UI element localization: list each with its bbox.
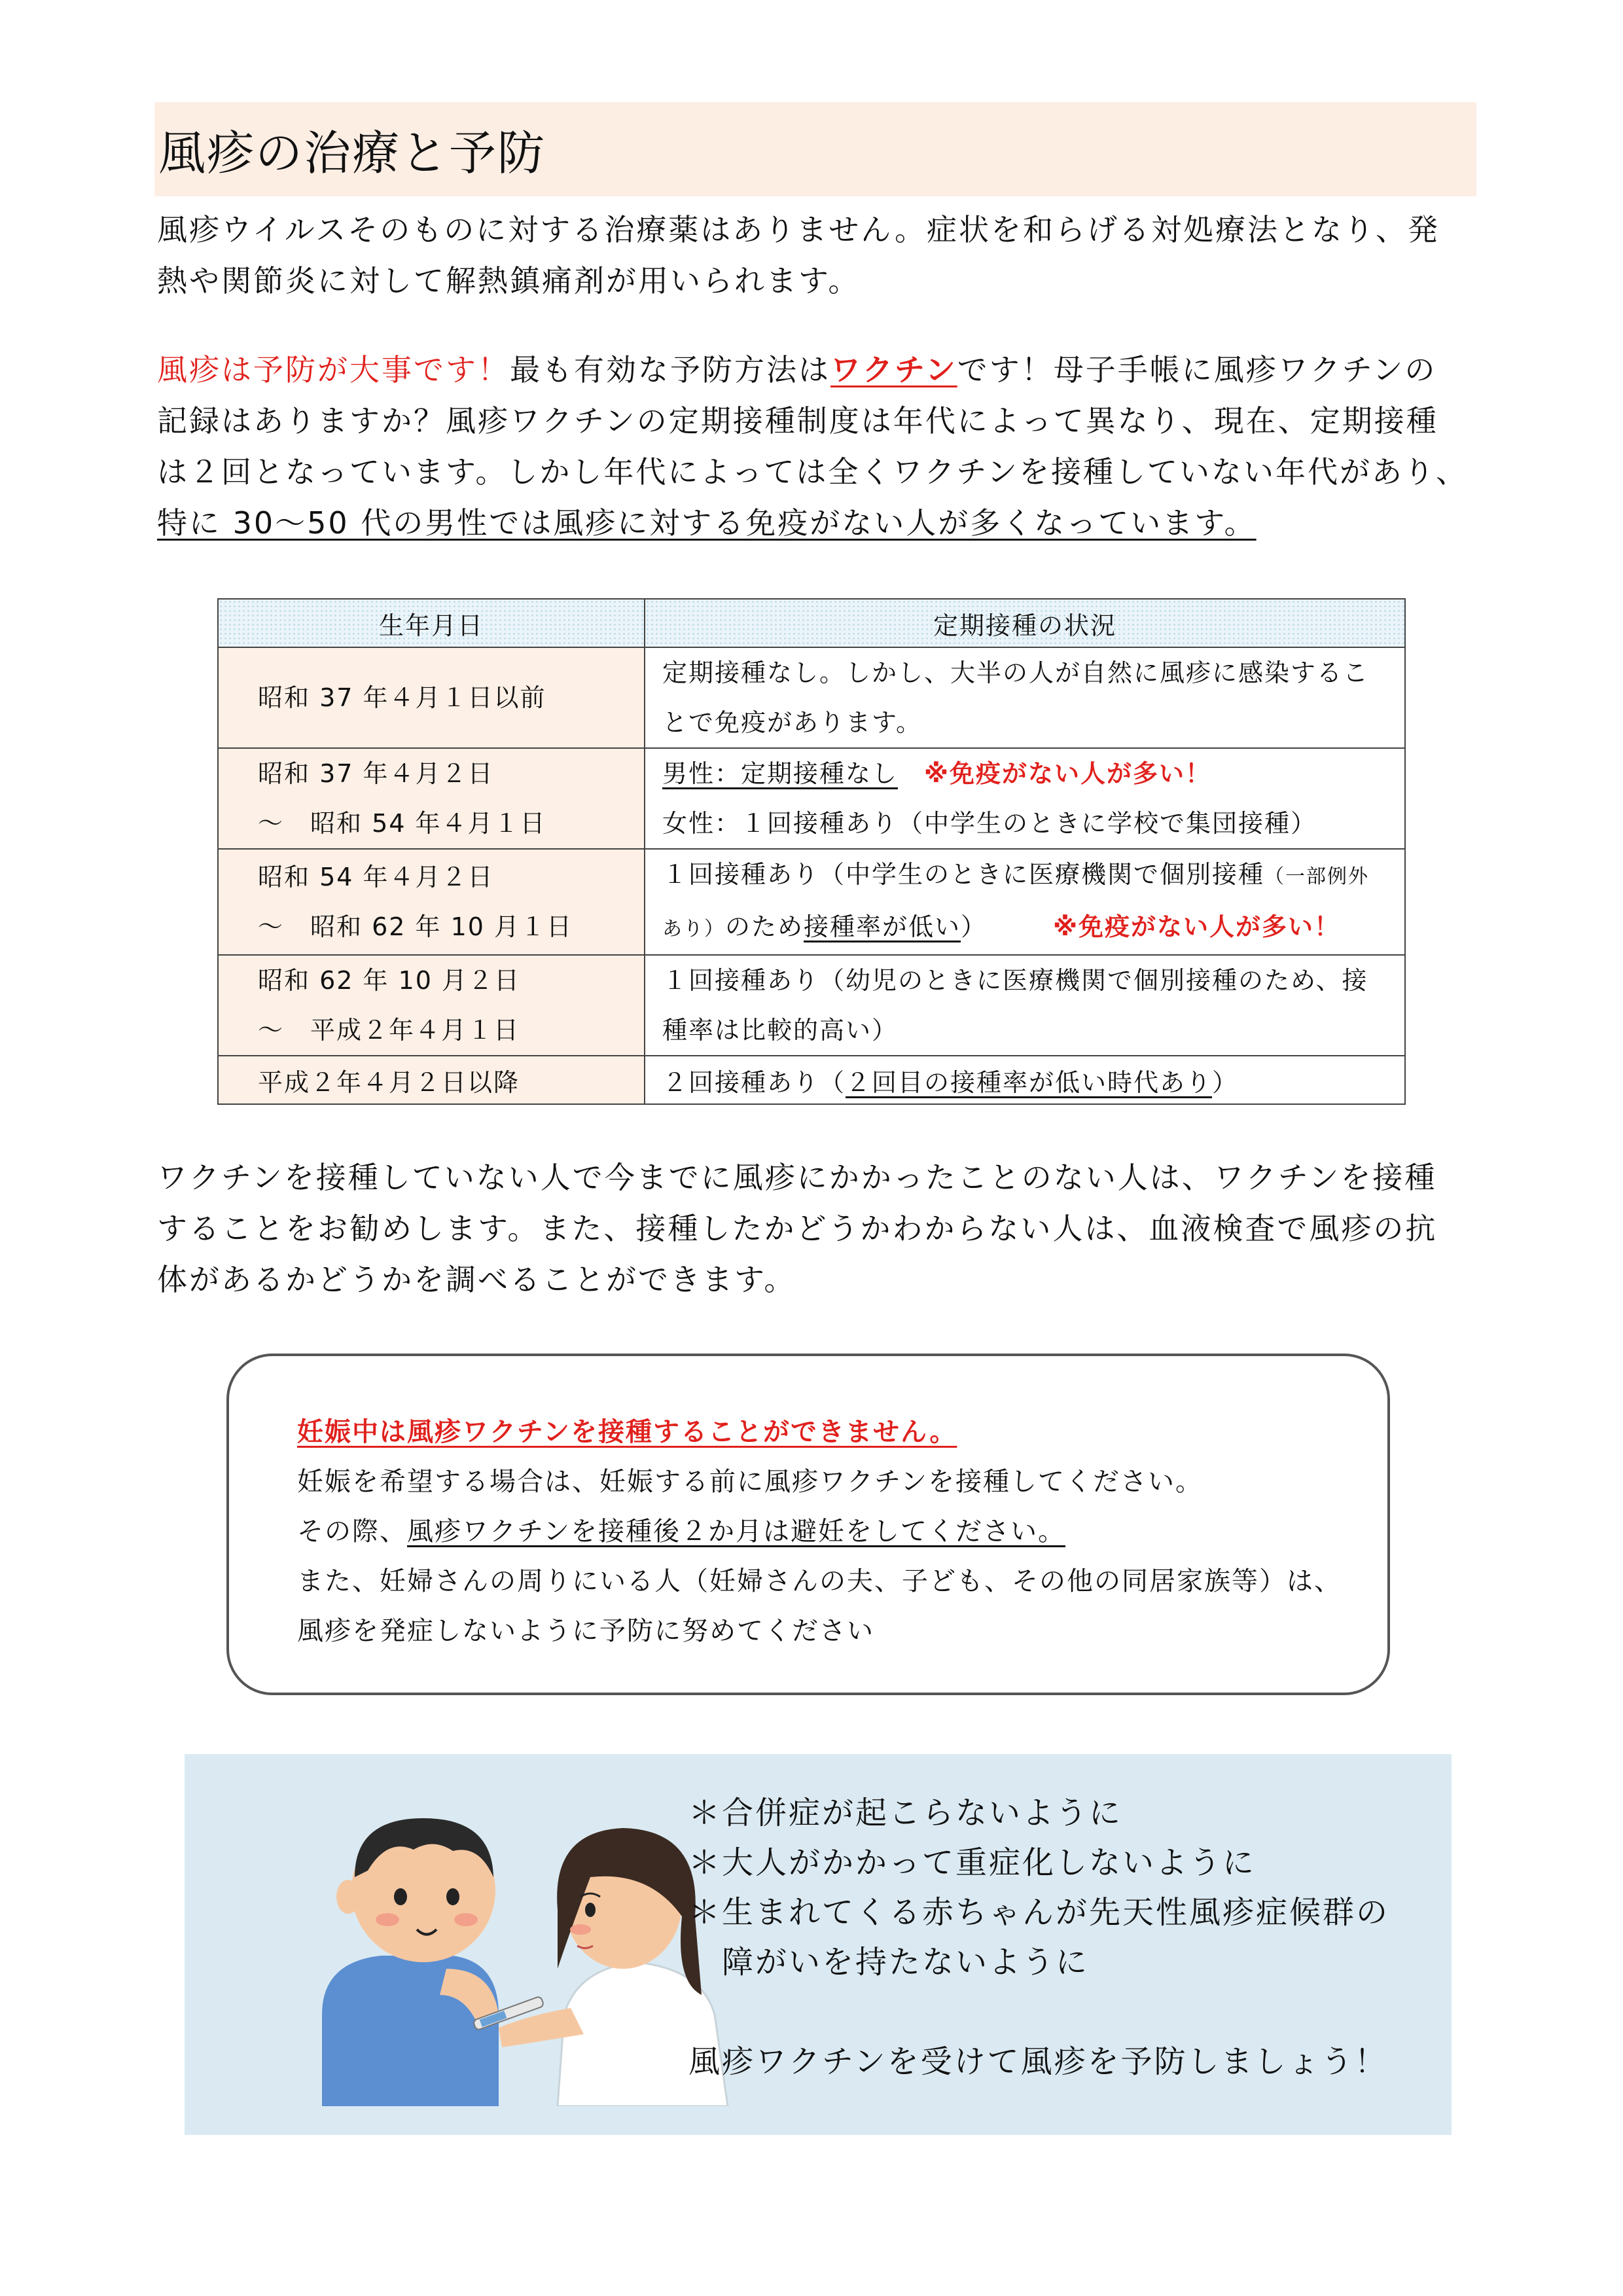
status-female: 女性：１回接種あり（中学生のときに学校で集団接種） [662, 809, 1317, 838]
status-underlined: ２回目の接種率が低い時代あり [846, 1067, 1213, 1097]
status-line [662, 850, 1404, 902]
status-text: ） [1212, 1067, 1239, 1097]
intro-paragraph [157, 204, 1479, 306]
status-small-text: （一部例外 [1264, 865, 1370, 888]
header-status: 定期接種の状況 [645, 599, 1405, 647]
status-text: 定期接種なし。しかし、大半の人が自然に風疹に感染するこ [662, 658, 1370, 687]
status-underlined: 接種率が低い [804, 912, 961, 941]
table-header-row [218, 599, 1405, 647]
bottom-text [688, 1788, 1389, 2087]
birthdate-text: 〜 平成２年４月１日 [258, 1016, 520, 1045]
status-line [662, 902, 1404, 954]
prevention-line-underlined: 特に 30〜50 代の男性では風疹に対する免疫がない人が多くなっています。 [157, 505, 1257, 541]
birthdate-text: 昭和 62 年 10 月２日 [258, 966, 521, 995]
pregnancy-notice-box [226, 1354, 1390, 1695]
status-text: ２回接種あり（ [662, 1067, 846, 1097]
reason-item: 障がいを持たないように [688, 1944, 1090, 1981]
birthdate-cell [218, 849, 645, 955]
bottom-panel [185, 1754, 1452, 2135]
status-small-text: あり） [662, 918, 725, 941]
status-text: 種率は比較的高い） [662, 1016, 899, 1045]
birthdate-text: 昭和 37 年４月１日以前 [258, 683, 546, 712]
status-cell [645, 955, 1405, 1056]
birthdate-text: 平成２年４月２日以降 [258, 1067, 520, 1097]
status-text: １回接種あり（中学生のときに医療機関で個別接種 [662, 860, 1265, 889]
prevention-line: 記録はありますか？風疹ワクチンの定期接種制度は年代によって異なり、現在、定期接種 [157, 403, 1438, 439]
birthdate-text: 〜 昭和 54 年４月１日 [258, 809, 546, 838]
table-row [218, 955, 1405, 1056]
status-text: のため [725, 912, 804, 941]
closing-message: 風疹ワクチンを受けて風疹を予防しましょう！ [688, 2043, 1388, 2080]
table-row [218, 748, 1405, 849]
advice-line: することをお勧めします。また、接種したかどうかわからない人は、血液検査で風疹の抗 [157, 1211, 1438, 1246]
vaccination-illustration [283, 1799, 754, 2106]
status-text: ） [961, 912, 975, 941]
notice-line [297, 1507, 1387, 1556]
reason-item: ＊合併症が起こらないように [688, 1795, 1123, 1831]
warning-text: ※免疫がない人が多い！ [924, 759, 1211, 788]
warning-text: ※免疫がない人が多い！ [1053, 912, 1341, 941]
prevention-paragraph [157, 344, 1479, 548]
status-male: 男性：定期接種なし [662, 759, 899, 788]
advice-paragraph [157, 1152, 1479, 1305]
status-text: とで免疫があります。 [662, 708, 922, 737]
birthdate-cell [218, 955, 645, 1056]
status-cell [645, 849, 1405, 955]
birthdate-text: 〜 昭和 62 年 10 月１日 [258, 912, 573, 941]
boy-figure [322, 1818, 499, 2106]
reason-item: ＊大人がかかって重症化しないように [688, 1844, 1257, 1881]
advice-line: 体があるかどうかを調べることができます。 [157, 1262, 796, 1297]
birthdate-cell [218, 647, 645, 748]
table-row [218, 647, 1405, 748]
reason-item: ＊生まれてくる赤ちゃんが先天性風疹症候群の [688, 1894, 1390, 1931]
notice-underlined: 風疹ワクチンを接種後２か月は避妊をしてください。 [407, 1516, 1065, 1547]
birthdate-text: 昭和 37 年４月２日 [258, 759, 494, 788]
notice-text: その際、 [297, 1516, 407, 1547]
notice-heading: 妊娠中は風疹ワクチンを接種することができません。 [297, 1417, 957, 1447]
prevention-line: は２回となっています。しかし年代によっては全くワクチンを接種していない年代があり、 [157, 454, 1469, 490]
status-male-line [662, 749, 1404, 798]
birthdate-cell [218, 1056, 645, 1104]
prevention-lead-end: です！母子手帳に風疹ワクチンの [957, 352, 1437, 387]
notice-line: 風疹を発症しないように予防に努めてください [297, 1616, 874, 1646]
table-row [218, 849, 1405, 955]
title-bar [154, 102, 1476, 196]
birthdate-cell [218, 748, 645, 849]
spacer [688, 1987, 1389, 2037]
birthdate-text: 昭和 54 年４月２日 [258, 863, 494, 891]
prevention-lead-mid: 最も有効な予防方法は [510, 352, 830, 387]
status-cell [645, 1056, 1405, 1104]
prevention-line-1 [157, 344, 1479, 395]
vaccination-schedule-table [217, 598, 1406, 1105]
page-title: 風疹の治療と予防 [158, 126, 546, 181]
status-cell [645, 647, 1405, 748]
table-row [218, 1056, 1405, 1104]
status-text: １回接種あり（幼児のときに医療機関で個別接種のため、接 [662, 966, 1368, 995]
advice-line: ワクチンを接種していない人で今までに風疹にかかったことのない人は、ワクチンを接種 [157, 1160, 1437, 1195]
intro-line: 熱や関節炎に対して解熱鎮痛剤が用いられます。 [157, 263, 861, 298]
prevention-lead-red: 風疹は予防が大事です！ [157, 352, 510, 387]
intro-line: 風疹ウイルスそのものに対する治療薬はありません。症状を和らげる対処療法となり、発 [157, 212, 1440, 247]
notice-line: 妊娠を希望する場合は、妊娠する前に風疹ワクチンを接種してください。 [297, 1467, 1203, 1497]
header-birthdate: 生年月日 [218, 599, 645, 647]
notice-line: また、妊婦さんの周りにいる人（妊婦さんの夫、子ども、その他の同居家族等）は、 [297, 1566, 1342, 1596]
status-cell [645, 748, 1405, 849]
vaccine-word: ワクチン [830, 352, 957, 387]
